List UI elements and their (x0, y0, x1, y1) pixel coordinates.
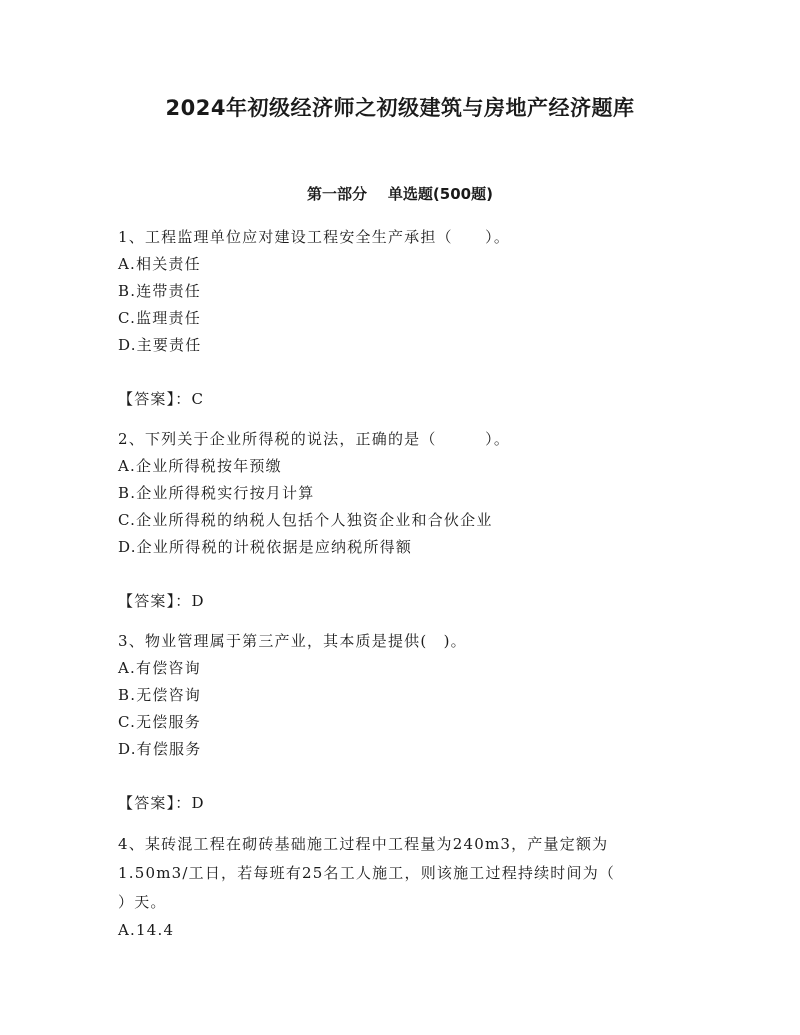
question-4 (118, 830, 678, 944)
option-a: A.企业所得税按年预缴 (118, 457, 282, 475)
section-title: 第一部分 单选题(500题) (307, 185, 493, 203)
question-2 (118, 426, 678, 615)
question-stem-line-1: 4、某砖混工程在砌砖基础施工过程中工程量为240m3，产量定额为 (118, 835, 609, 853)
option-d: D.有偿服务 (118, 740, 202, 758)
option-d: D.企业所得税的计税依据是应纳税所得额 (118, 538, 413, 556)
answer-label: 【答案】：D (118, 592, 205, 610)
answer-label: 【答案】：D (118, 794, 205, 812)
document-title: 2024年初级经济师之初级建筑与房地产经济题库 (165, 96, 635, 120)
option-c: C.无偿服务 (118, 713, 201, 731)
answer-label: 【答案】：C (118, 390, 205, 408)
question-stem: 3、物业管理属于第三产业，其本质是提供( )。 (118, 632, 467, 650)
question-stem-line-3: ）天。 (118, 893, 167, 911)
option-a: A.相关责任 (118, 255, 201, 273)
option-b: B.无偿咨询 (118, 686, 201, 704)
question-list (118, 224, 678, 957)
option-a: A.有偿咨询 (118, 659, 201, 677)
option-b: B.连带责任 (118, 282, 201, 300)
option-c: C.监理责任 (118, 309, 201, 327)
question-3 (118, 628, 678, 817)
option-a: A.14.4 (118, 921, 175, 939)
question-stem: 1、工程监理单位应对建设工程安全生产承担（ ）。 (118, 228, 511, 246)
question-1 (118, 224, 678, 413)
option-b: B.企业所得税实行按月计算 (118, 484, 315, 502)
option-d: D.主要责任 (118, 336, 202, 354)
question-stem-line-2: 1.50m3/工日，若每班有25名工人施工，则该施工过程持续时间为（ (118, 864, 616, 882)
option-c: C.企业所得税的纳税人包括个人独资企业和合伙企业 (118, 511, 493, 529)
question-stem: 2、下列关于企业所得税的说法，正确的是（ ）。 (118, 430, 511, 448)
